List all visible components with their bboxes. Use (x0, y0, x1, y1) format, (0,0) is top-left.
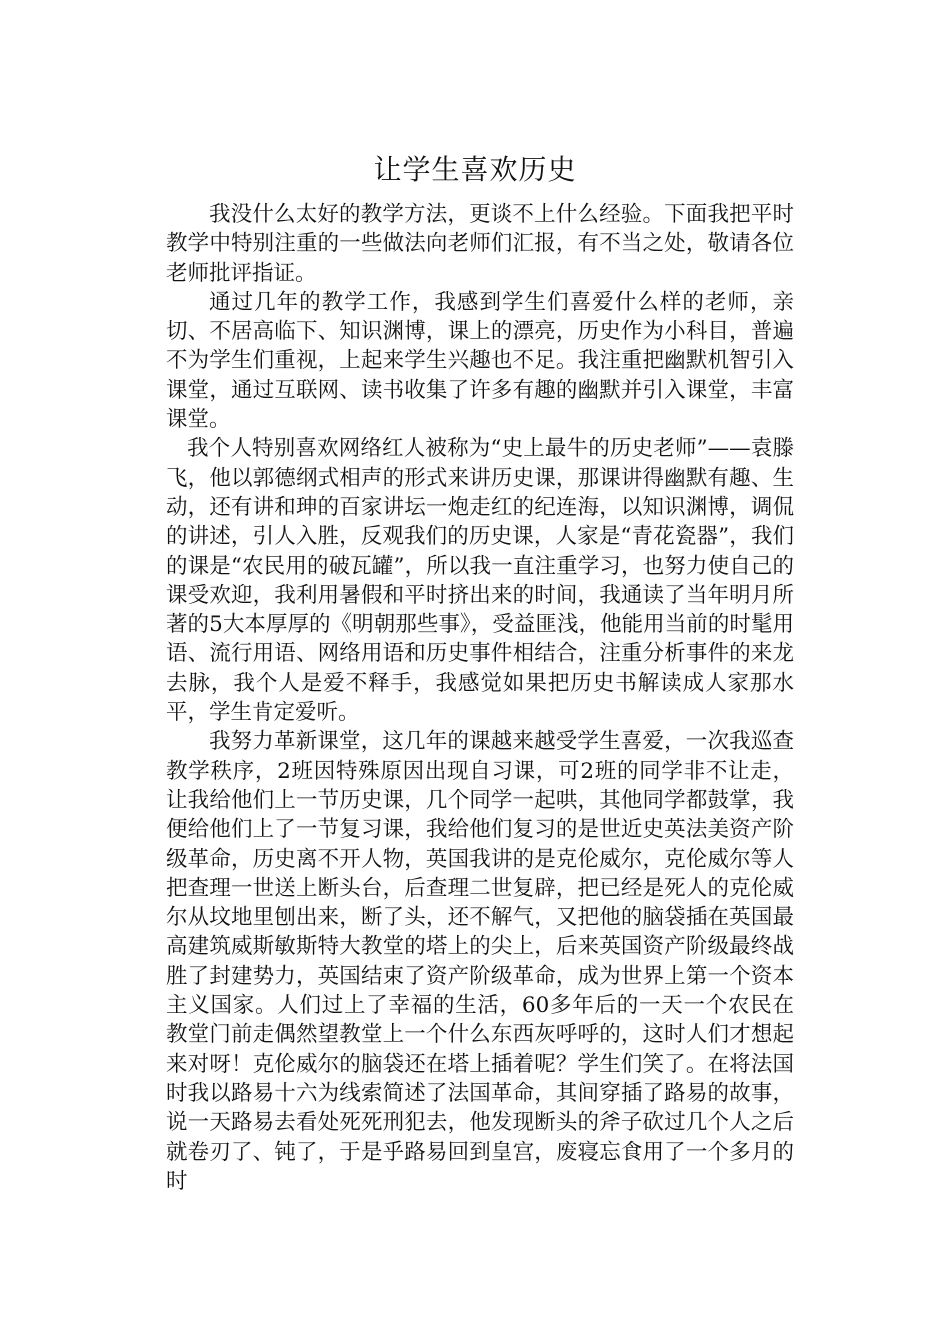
document-body (166, 200, 794, 1196)
paragraph-favorite-teachers: 我个人特别喜欢网络红人被称为“史上最牛的历史老师”——袁滕飞，他以郭德纲式相声的形式来讲历史课，那课讲得幽默有趣、生动，还有讲和珅的百家讲坛一炮走红的纪连海，以知识渊博，调侃的讲述，引人入胜，反观我们的历史课，人家是“青花瓷器”，我们的课是“农民用的破瓦罐”，所以我一直注重学习，也努力使自己的课受欢迎，我利用暑假和平时挤出来的时间，我通读了当年明月所著的5大本厚厚的《明朝那些事》，受益匪浅，他能用当前的时髦用语、流行用语、网络用语和历史事件相结合，注重分析事件的来龙去脉，我个人是爱不释手，我感觉如果把历史书解读成人家那水平，学生肯定爱听。 (166, 436, 794, 726)
paragraph-teaching-experience: 通过几年的教学工作，我感到学生们喜爱什么样的老师，亲切、不居高临下、知识渊博，课上的漂亮，历史作为小科目，普遍不为学生们重视，上起来学生兴趣也不足。我注重把幽默机智引入课堂，通过互联网、读书收集了许多有趣的幽默并引入课堂，丰富课堂。 (166, 289, 794, 433)
paragraph-classroom-story: 我努力革新课堂，这几年的课越来越受学生喜爱，一次我巡查教学秩序，2班因特殊原因出现自习课，可2班的同学非不让走，让我给他们上一节历史课，几个同学一起哄，其他同学都鼓掌，我便给他们上了一节复习课，我给他们复习的是世近史英法美资产阶级革命，历史离不开人物，英国我讲的是克伦威尔，克伦威尔等人把查理一世送上断头台，后查理二世复辟，把已经是死人的克伦威尔从坟地里刨出来，断了头，还不解气，又把他的脑袋插在英国最高建筑威斯敏斯特大教堂的塔上的尖上，后来英国资产阶级最终战胜了封建势力，英国结束了资产阶级革命，成为世界上第一个资本主义国家。人们过上了幸福的生活，60多年后的一天一个农民在教堂门前走偶然望教堂上一个什么东西灰呼呼的，这时人们才想起来对呀！克伦威尔的脑袋还在塔上插着呢？学生们笑了。在将法国时我以路易十六为线索简述了法国革命，其间穿插了路易的故事，说一天路易去看处死死刑犯去，他发现断头的斧子砍过几个人之后就卷刃了、钝了，于是乎路易回到皇宫，废寝忘食用了一个多月的时 (166, 729, 794, 1194)
document-title: 让学生喜欢历史 (373, 153, 577, 186)
paragraph-intro: 我没什么太好的教学方法，更谈不上什么经验。下面我把平时教学中特别注重的一些做法向老师们汇报，有不当之处，敬请各位老师批评指证。 (166, 202, 794, 286)
